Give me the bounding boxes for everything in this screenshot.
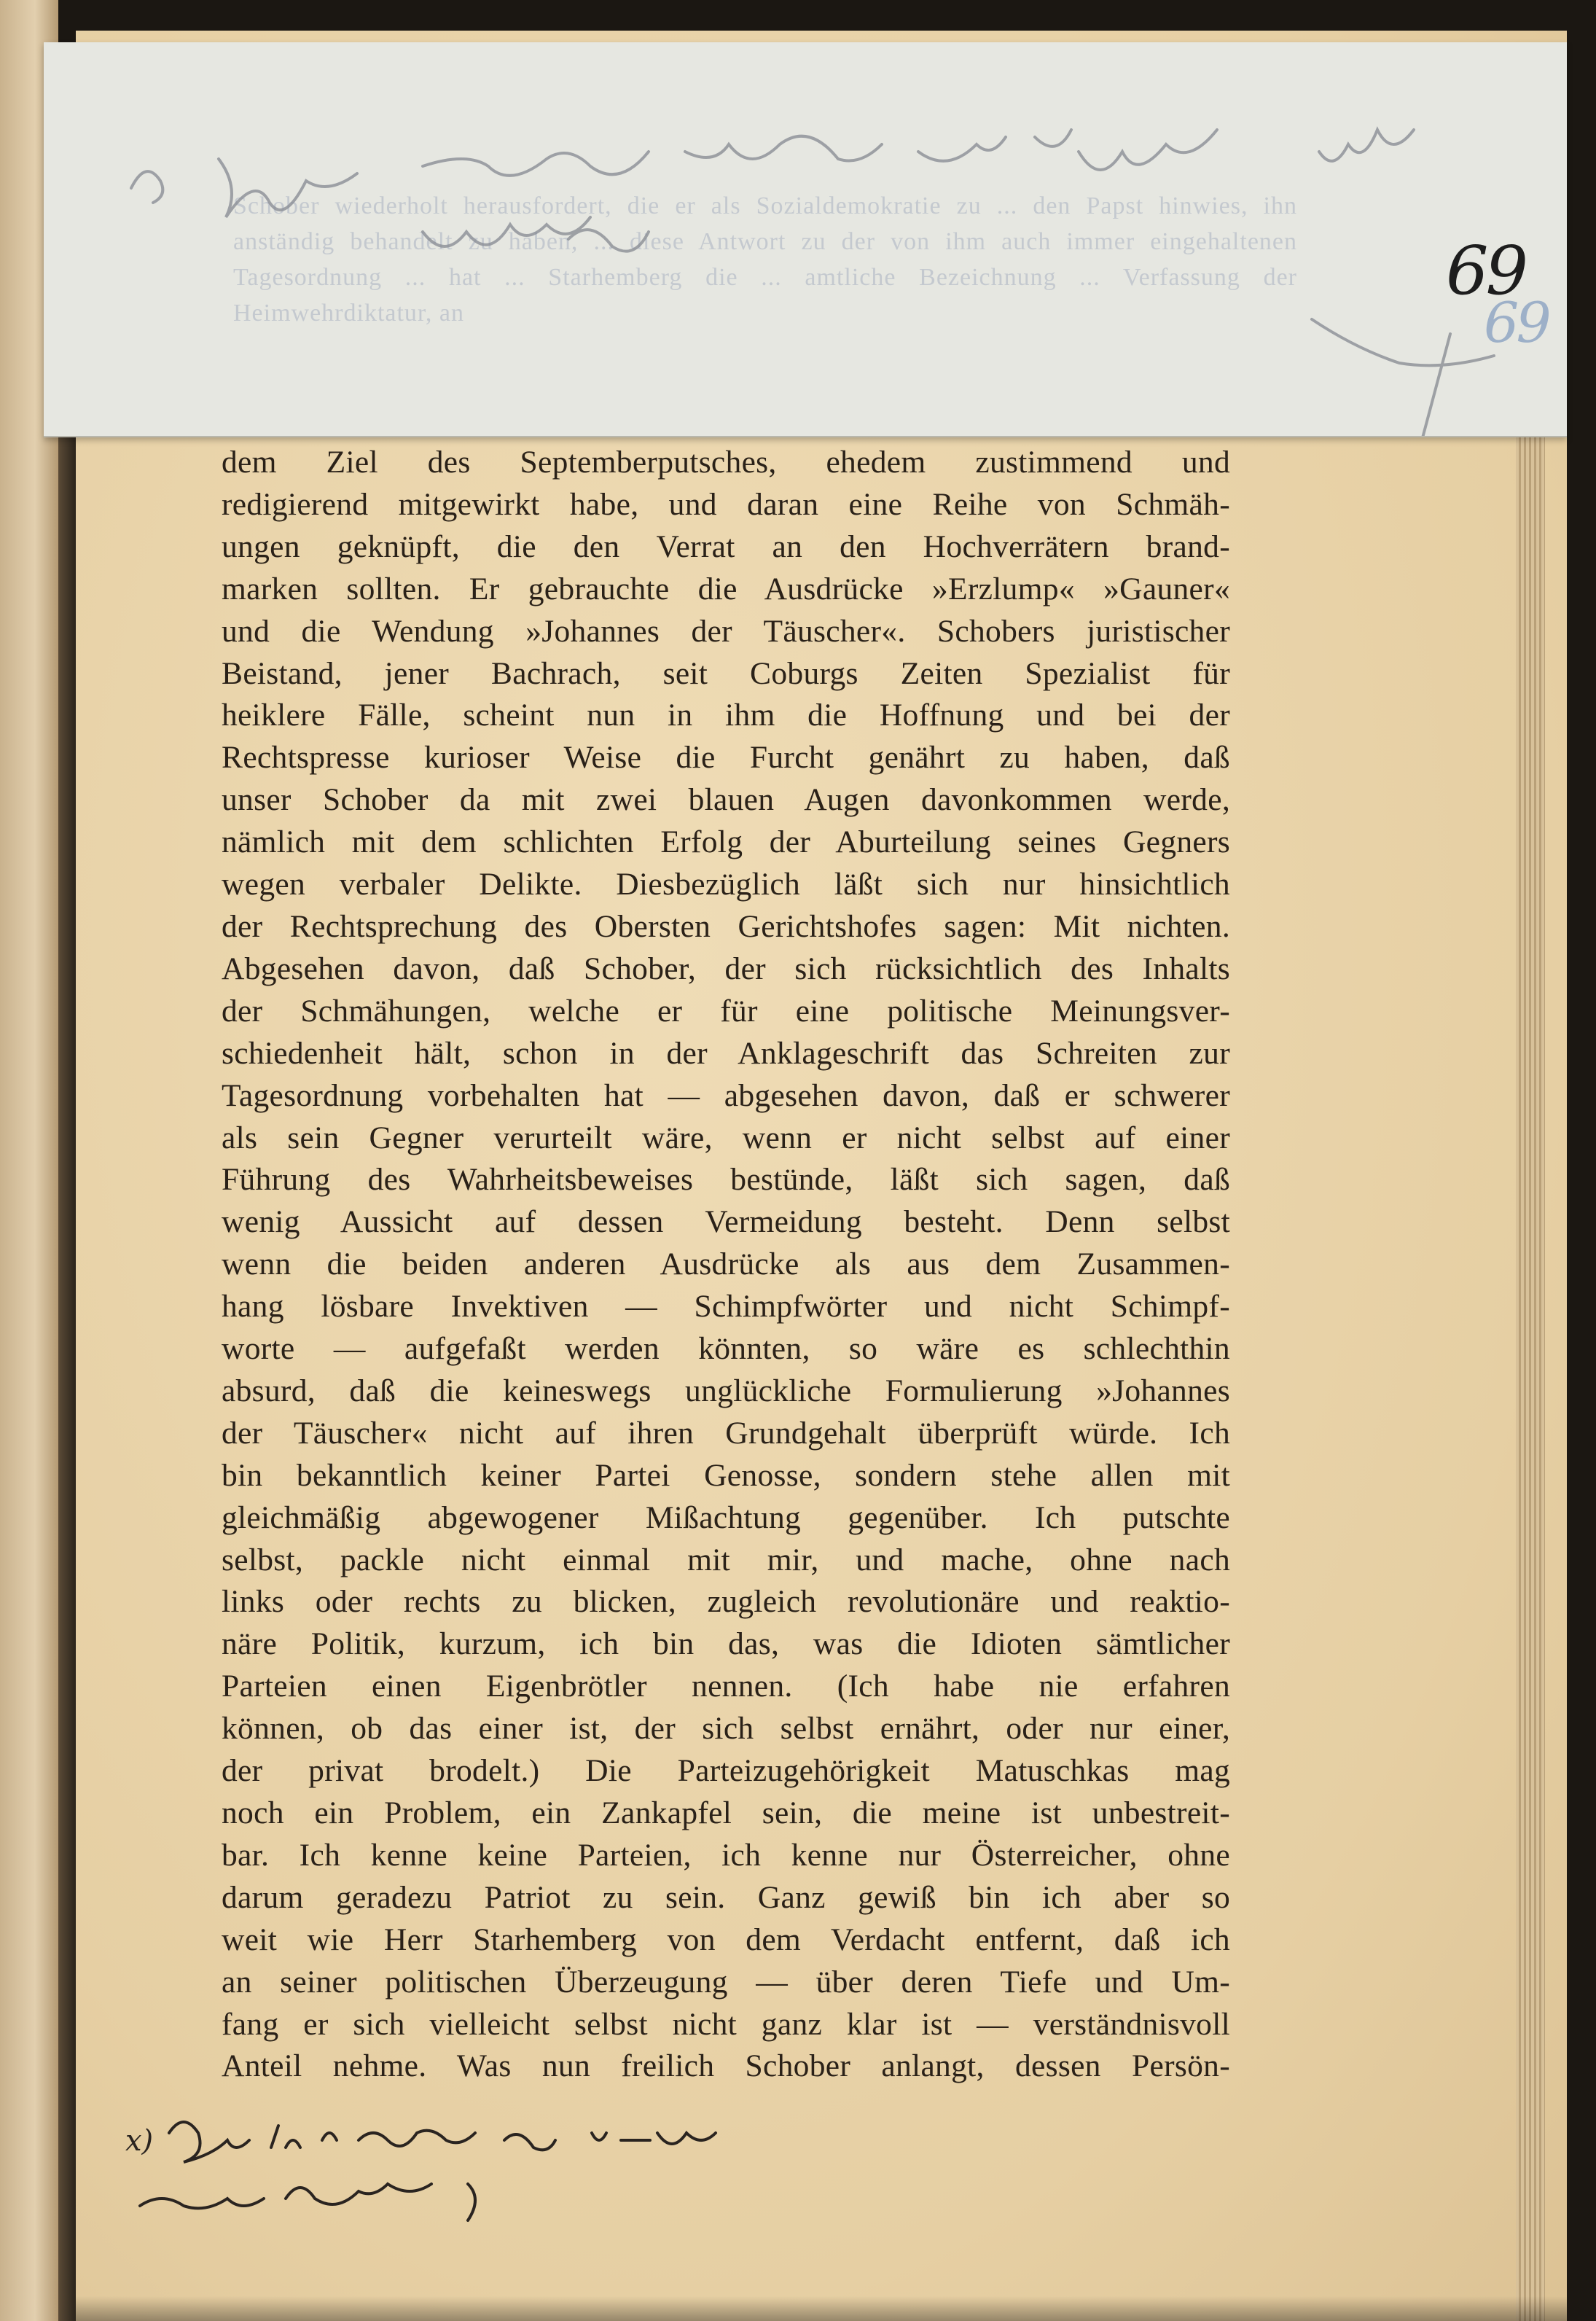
text-line: schiedenheit hält, schon in der Anklageschrift das Schreiten zur: [222, 1035, 1230, 1071]
text-line: gleichmäßig abgewogener Mißachtung gegenüber. Ich putschte: [222, 1499, 1230, 1535]
text-line: fang er sich vielleicht selbst nicht ganz klar ist — verständnisvoll: [222, 2006, 1230, 2042]
text-line: nämlich mit dem schlichten Erfolg der Aburteilung seines Gegners: [222, 824, 1230, 860]
text-line: absurd, daß die keineswegs unglückliche Formulierung »Johannes: [222, 1373, 1230, 1408]
text-line: Parteien einen Eigenbrötler nennen. (Ich habe nie erfahren: [222, 1669, 1230, 1704]
text-line: Tagesordnung vorbehalten hat — abgesehen davon, daß er schwerer: [222, 1077, 1230, 1113]
text-line: und die Wendung »Johannes der Täuscher«. Schobers juristischer: [222, 613, 1230, 649]
text-line: der Täuscher« nicht auf ihren Grundgehalt überprüft würde. Ich: [222, 1415, 1230, 1451]
text-line: Beistand, jener Bachrach, seit Coburgs Zeiten Spezialist für: [222, 655, 1230, 691]
printed-body-text: [222, 442, 1230, 2088]
text-line: näre Politik, kurzum, ich bin das, was die Idioten sämtlicher: [222, 1626, 1230, 1662]
text-line: Führung des Wahrheitsbeweises bestünde, läßt sich sagen, daß: [222, 1162, 1230, 1198]
handwritten-footnote: [125, 2104, 781, 2250]
text-line: der Rechtsprechung des Obersten Gerichtshofes sagen: Mit nichten.: [222, 908, 1230, 944]
text-line: ungen geknüpft, die den Verrat an den Hochverrätern brand-: [222, 528, 1230, 564]
folio-number: 69: [1446, 232, 1526, 310]
text-line: an seiner politischen Überzeugung — über deren Tiefe und Um-: [222, 1964, 1230, 2000]
text-line: bar. Ich kenne keine Parteien, ich kenne nur Österreicher, ohne: [222, 1837, 1230, 1873]
text-line: dem Ziel des Septemberputsches, ehedem zustimmend und: [222, 445, 1230, 480]
slip-bleed-through-text: Schober wiederholt herausfordert, die er als Sozialdemokratie zu ... den Papst hinwies, ihn anständig behandelt zu haben, ... diese Antwort zu der von ihm auch immer eingehaltenen Tagesordnung ... hat ... Starhemberg die ... amtliche Bezeichnung ... Verfassung der Heimwehrdiktatur, an: [233, 192, 1297, 327]
text-line: Rechtspresse kurioser Weise die Furcht genährt zu haben, daß: [222, 740, 1230, 776]
text-line: wenn die beiden anderen Ausdrücke als aus dem Zusammen-: [222, 1247, 1230, 1282]
text-line: Abgesehen davon, daß Schober, der sich rücksichtlich des Inhalts: [222, 951, 1230, 986]
text-line: hang lösbare Invektiven — Schimpfwörter und nicht Schimpf-: [222, 1289, 1230, 1325]
text-line: darum geradezu Patriot zu sein. Ganz gewiß bin ich aber so: [222, 1879, 1230, 1915]
text-line: links oder rechts zu blicken, zugleich revolutionäre und reaktio-: [222, 1584, 1230, 1620]
text-line: als sein Gegner verurteilt wäre, wenn er nicht selbst auf einer: [222, 1120, 1230, 1155]
footnote-marker: x): [125, 2124, 154, 2158]
text-line: noch ein Problem, ein Zankapfel sein, die meine ist unbestreit-: [222, 1795, 1230, 1830]
page-bottom-shadow: [76, 2296, 1567, 2321]
text-line: der Schmähungen, welche er für eine politische Meinungsver-: [222, 993, 1230, 1029]
text-line: wegen verbaler Delikte. Diesbezüglich läßt sich nur hinsichtlich: [222, 867, 1230, 902]
text-line: selbst, packle nicht einmal mit mir, und mache, ohne nach: [222, 1542, 1230, 1577]
text-line: können, ob das einer ist, der sich selbst ernährt, oder nur einer,: [222, 1711, 1230, 1747]
text-line: marken sollten. Er gebrauchte die Ausdrücke »Erzlump« »Gauner«: [222, 571, 1230, 606]
folio-number-faint: 69: [1484, 290, 1549, 355]
text-line: wenig Aussicht auf dessen Vermeidung besteht. Denn selbst: [222, 1204, 1230, 1240]
text-line: bin bekanntlich keiner Partei Genosse, sondern stehe allen mit: [222, 1457, 1230, 1493]
handwritten-pencil-notes: [44, 42, 1567, 436]
text-line: redigierend mitgewirkt habe, und daran eine Reihe von Schmäh-: [222, 486, 1230, 522]
text-line: der privat brodelt.) Die Parteizugehörigkeit Matuschkas mag: [222, 1753, 1230, 1789]
text-line: unser Schober da mit zwei blauen Augen davonkommen werde,: [222, 782, 1230, 818]
page-stack-edge: [1516, 437, 1545, 2321]
text-line: Anteil nehme. Was nun freilich Schober anlangt, dessen Persön-: [222, 2048, 1230, 2084]
pasted-paper-slip: [44, 42, 1567, 437]
text-line: worte — aufgefaßt werden könnten, so wäre es schlechthin: [222, 1331, 1230, 1367]
text-line: weit wie Herr Starhemberg von dem Verdacht entfernt, daß ich: [222, 1922, 1230, 1957]
text-line: heiklere Fälle, scheint nun in ihm die Hoffnung und bei der: [222, 698, 1230, 733]
